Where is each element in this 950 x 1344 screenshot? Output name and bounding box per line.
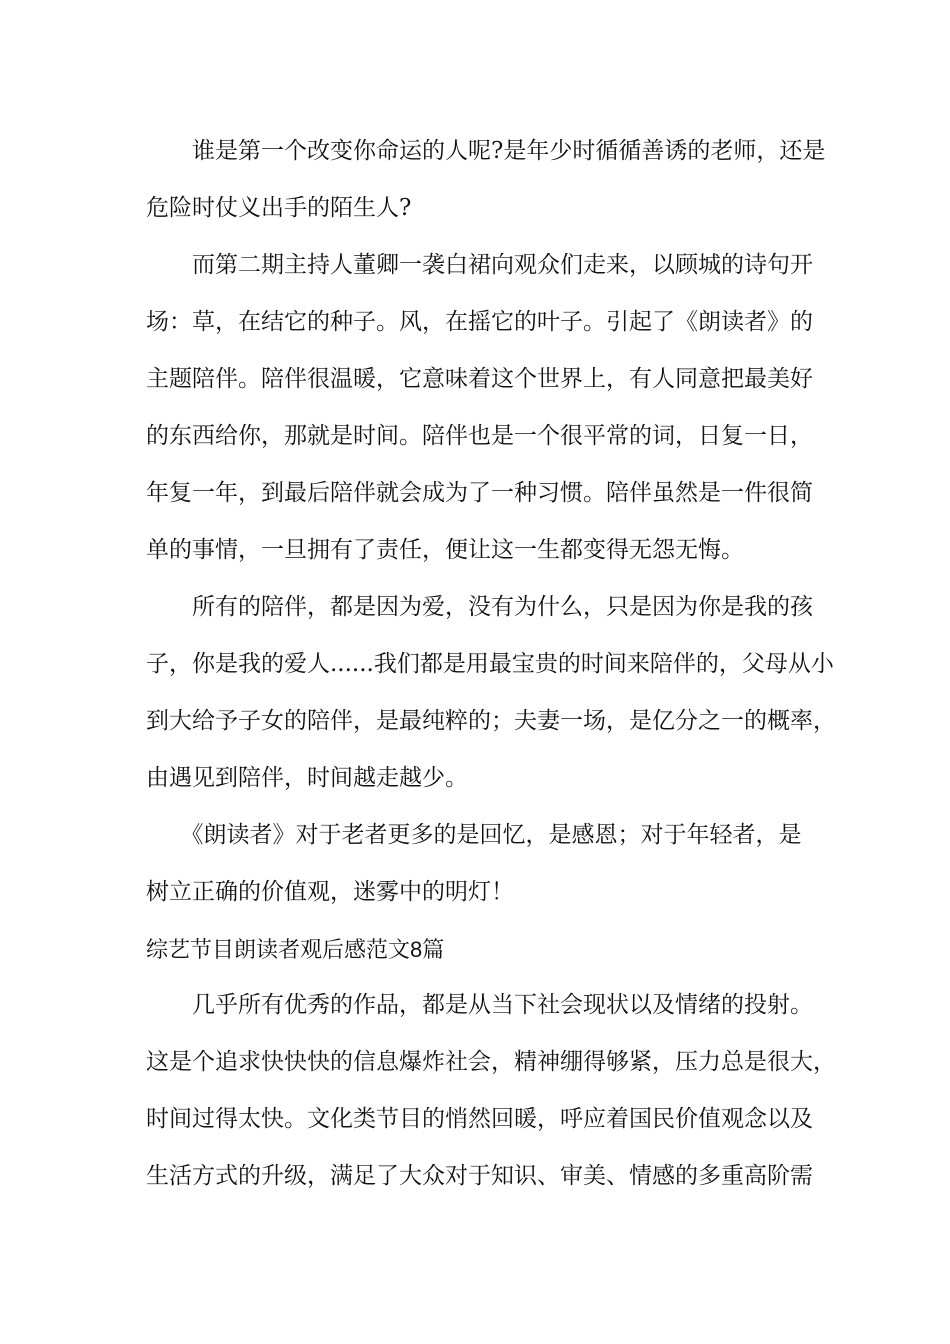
text-line: 时间过得太快。文化类节目的悄然回暖，呼应着国民价值观念以及 (146, 1106, 813, 1132)
text-line: 危险时仗义出手的陌生人? (146, 195, 412, 221)
section-heading: 综艺节目朗读者观后感范文8篇 (146, 937, 445, 962)
text-line: 子，你是我的爱人......我们都是用最宝贵的时间来陪伴的，父母从小 (146, 651, 834, 677)
text-line: 树立正确的价值观，迷雾中的明灯！ (146, 879, 514, 905)
text-line: 的东西给你，那就是时间。陪伴也是一个很平常的词，日复一日， (146, 423, 813, 449)
text-line: 生活方式的升级，满足了大众对于知识、审美、情感的多重高阶需 (146, 1163, 813, 1189)
text-line: 所有的陪伴，都是因为爱，没有为什么，只是因为你是我的孩 (146, 594, 813, 620)
text-line: 年复一年，到最后陪伴就会成为了一种习惯。陪伴虽然是一件很简 (146, 480, 813, 506)
text-line: 单的事情，一旦拥有了责任，便让这一生都变得无怨无悔。 (146, 537, 744, 563)
text-line: 这是个追求快快快的信息爆炸社会，精神绷得够紧，压力总是很大， (146, 1049, 836, 1075)
text-line: 由遇见到陪伴，时间越走越少。 (146, 765, 468, 791)
text-line: 谁是第一个改变你命运的人呢?是年少时循循善诱的老师，还是 (146, 138, 826, 164)
text-line: 而第二期主持人董卿一袭白裙向观众们走来，以顾城的诗句开 (146, 252, 813, 278)
text-line: 到大给予子女的陪伴，是最纯粹的；夫妻一场，是亿分之一的概率， (146, 708, 836, 734)
text-line: 场：草，在结它的种子。风，在摇它的叶子。引起了《朗读者》的 (146, 309, 813, 335)
text-line: 主题陪伴。陪伴很温暖，它意味着这个世界上，有人同意把最美好 (146, 366, 813, 392)
text-line: 几乎所有优秀的作品，都是从当下社会现状以及情绪的投射。 (146, 992, 813, 1018)
text-line: 《朗读者》对于老者更多的是回忆，是感恩；对于年轻者，是 (146, 822, 802, 848)
